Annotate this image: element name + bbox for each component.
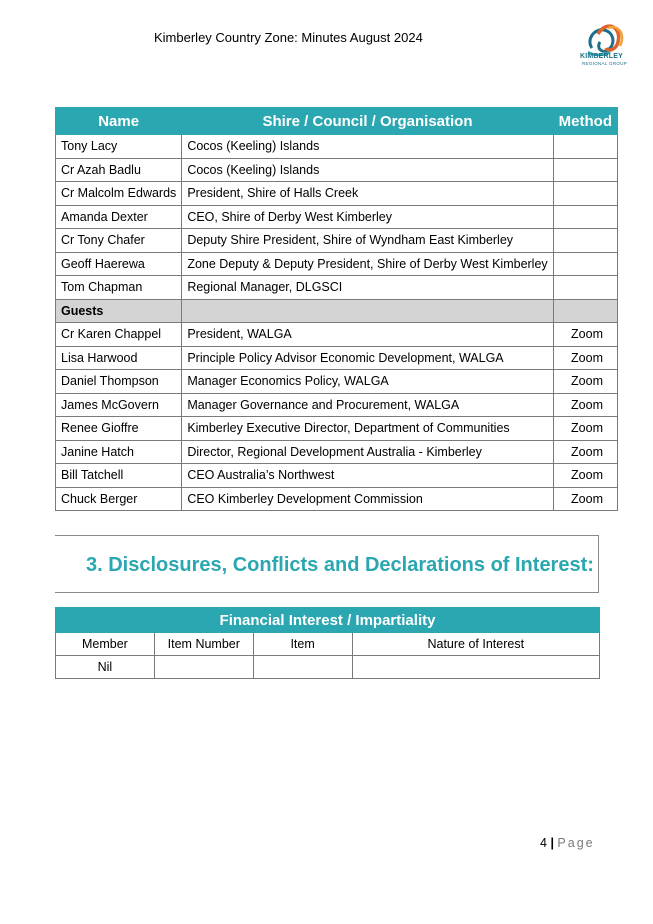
attendee-organisation: CEO, Shire of Derby West Kimberley bbox=[182, 205, 553, 229]
guest-method: Zoom bbox=[553, 393, 617, 417]
column-header-member: Member bbox=[56, 633, 155, 656]
financial-column-header-row bbox=[56, 633, 600, 656]
table-row bbox=[56, 252, 618, 276]
attendee-name: Tony Lacy bbox=[56, 135, 182, 159]
page-number-footer bbox=[540, 836, 595, 850]
guest-name: Chuck Berger bbox=[56, 487, 182, 511]
attendance-table bbox=[55, 107, 618, 511]
table-row bbox=[56, 464, 618, 488]
table-row bbox=[56, 370, 618, 394]
column-header-name: Name bbox=[56, 108, 182, 135]
attendee-name: Amanda Dexter bbox=[56, 205, 182, 229]
guest-method: Zoom bbox=[553, 440, 617, 464]
document-header-title: Kimberley Country Zone: Minutes August 2024 bbox=[154, 30, 423, 45]
guests-label: Guests bbox=[56, 299, 182, 323]
guest-name: Daniel Thompson bbox=[56, 370, 182, 394]
attendee-name: Tom Chapman bbox=[56, 276, 182, 300]
table-row bbox=[56, 393, 618, 417]
attendee-method bbox=[553, 158, 617, 182]
attendee-name: Cr Tony Chafer bbox=[56, 229, 182, 253]
attendee-method bbox=[553, 135, 617, 159]
attendee-name: Cr Malcolm Edwards bbox=[56, 182, 182, 206]
logo-subtext: REGIONAL GROUP bbox=[582, 61, 628, 66]
column-header-item: Item bbox=[253, 633, 352, 656]
guest-organisation: CEO Australia’s Northwest bbox=[182, 464, 553, 488]
attendee-method bbox=[553, 252, 617, 276]
attendee-organisation: Cocos (Keeling) Islands bbox=[182, 158, 553, 182]
guest-method: Zoom bbox=[553, 323, 617, 347]
table-row bbox=[56, 182, 618, 206]
guest-organisation: Kimberley Executive Director, Department of Communities bbox=[182, 417, 553, 441]
guest-name: James McGovern bbox=[56, 393, 182, 417]
attendee-method bbox=[553, 276, 617, 300]
attendee-method bbox=[553, 229, 617, 253]
attendee-organisation: Deputy Shire President, Shire of Wyndham East Kimberley bbox=[182, 229, 553, 253]
guest-name: Renee Gioffre bbox=[56, 417, 182, 441]
financial-title-row bbox=[56, 608, 600, 633]
section-3-heading: 3. Disclosures, Conflicts and Declarations of Interest: bbox=[86, 554, 594, 576]
table-row bbox=[56, 323, 618, 347]
table-row bbox=[56, 135, 618, 159]
table-row bbox=[56, 229, 618, 253]
column-header-organisation: Shire / Council / Organisation bbox=[182, 108, 553, 135]
guest-name: Janine Hatch bbox=[56, 440, 182, 464]
column-header-method: Method bbox=[553, 108, 617, 135]
guest-organisation: Director, Regional Development Australia - Kimberley bbox=[182, 440, 553, 464]
guest-method: Zoom bbox=[553, 417, 617, 441]
financial-nature-cell bbox=[352, 656, 599, 679]
logo-text: KIMBERLEY bbox=[580, 53, 624, 60]
table-row bbox=[56, 346, 618, 370]
table-row bbox=[56, 205, 618, 229]
guest-organisation: Manager Governance and Procurement, WALGA bbox=[182, 393, 553, 417]
guest-name: Lisa Harwood bbox=[56, 346, 182, 370]
guests-section-row bbox=[56, 299, 618, 323]
guest-name: Cr Karen Chappel bbox=[56, 323, 182, 347]
guest-method: Zoom bbox=[553, 487, 617, 511]
column-header-nature-of-interest: Nature of Interest bbox=[352, 633, 599, 656]
page-separator: | bbox=[550, 836, 554, 850]
attendee-name: Cr Azah Badlu bbox=[56, 158, 182, 182]
guest-method: Zoom bbox=[553, 346, 617, 370]
guest-organisation: Principle Policy Advisor Economic Development, WALGA bbox=[182, 346, 553, 370]
financial-item-cell bbox=[253, 656, 352, 679]
table-row bbox=[56, 276, 618, 300]
attendance-header-row bbox=[56, 108, 618, 135]
column-header-item-number: Item Number bbox=[154, 633, 253, 656]
page-word: Page bbox=[557, 836, 595, 850]
table-row bbox=[56, 417, 618, 441]
attendee-organisation: Cocos (Keeling) Islands bbox=[182, 135, 553, 159]
guest-method: Zoom bbox=[553, 370, 617, 394]
financial-interest-table bbox=[55, 607, 600, 679]
guest-organisation: President, WALGA bbox=[182, 323, 553, 347]
financial-item-number-cell bbox=[154, 656, 253, 679]
guest-organisation: Manager Economics Policy, WALGA bbox=[182, 370, 553, 394]
attendee-name: Geoff Haerewa bbox=[56, 252, 182, 276]
table-row bbox=[56, 440, 618, 464]
table-row bbox=[56, 158, 618, 182]
table-row bbox=[56, 487, 618, 511]
attendee-organisation: President, Shire of Halls Creek bbox=[182, 182, 553, 206]
guest-name: Bill Tatchell bbox=[56, 464, 182, 488]
attendee-organisation: Zone Deputy & Deputy President, Shire of Derby West Kimberley bbox=[182, 252, 553, 276]
table-row bbox=[56, 656, 600, 679]
guests-empty-cell bbox=[553, 299, 617, 323]
attendee-method bbox=[553, 182, 617, 206]
guest-organisation: CEO Kimberley Development Commission bbox=[182, 487, 553, 511]
guests-empty-cell bbox=[182, 299, 553, 323]
guest-method: Zoom bbox=[553, 464, 617, 488]
financial-interest-title: Financial Interest / Impartiality bbox=[56, 608, 600, 633]
page-number: 4 bbox=[540, 836, 547, 850]
financial-member-cell: Nil bbox=[56, 656, 155, 679]
attendee-method bbox=[553, 205, 617, 229]
attendee-organisation: Regional Manager, DLGSCI bbox=[182, 276, 553, 300]
